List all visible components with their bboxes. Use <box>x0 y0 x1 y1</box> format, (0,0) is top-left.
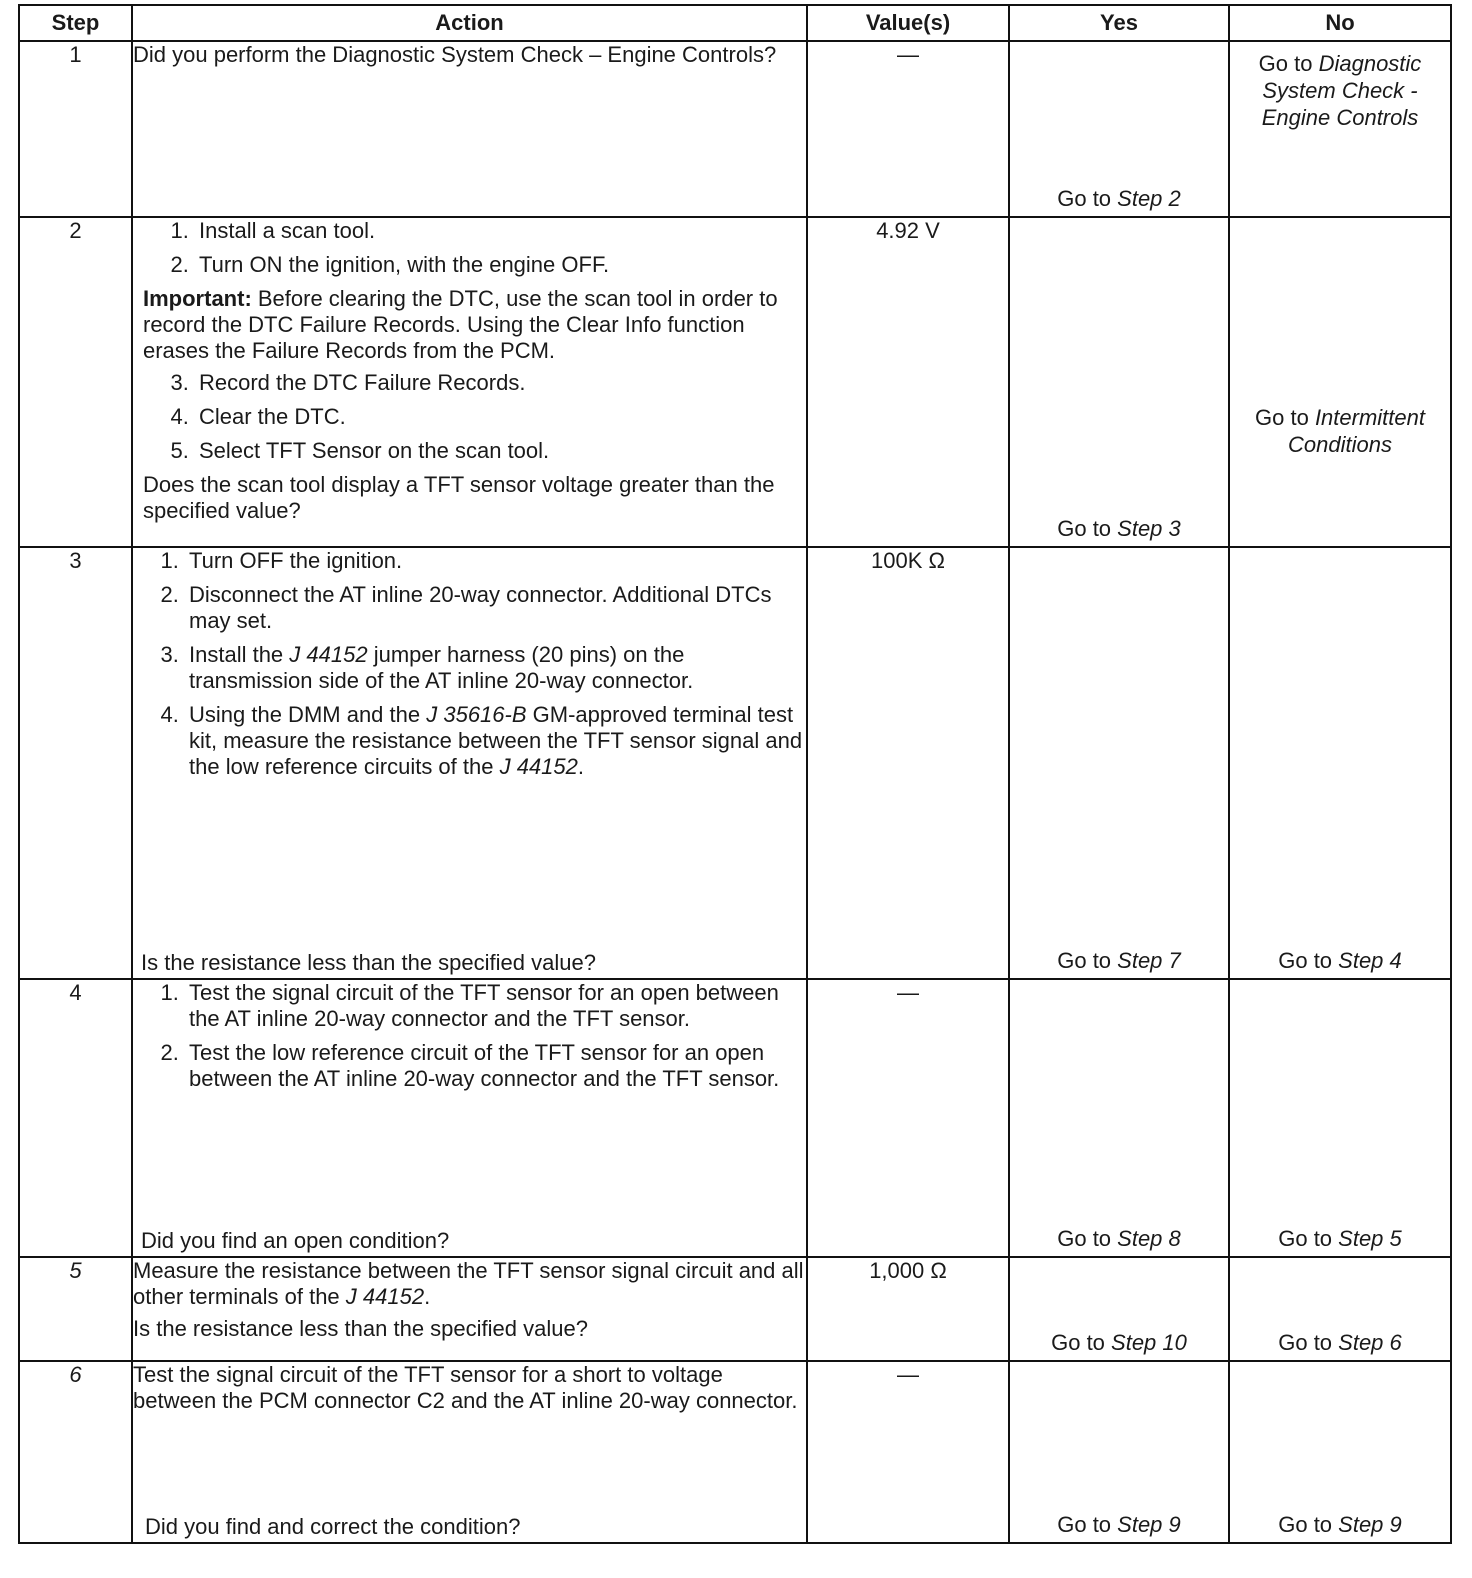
step-number: 2 <box>19 217 132 547</box>
action-cell <box>132 1361 807 1543</box>
go-to-text: Go to <box>1057 186 1118 211</box>
no-result <box>1236 404 1444 458</box>
no-cell <box>1229 41 1451 217</box>
step-reference: Step 9 <box>1338 1512 1402 1537</box>
step-reference: Step 5 <box>1338 1226 1402 1251</box>
table-row <box>19 547 1451 979</box>
go-to-text: Go to <box>1278 1226 1339 1251</box>
item-text: GM-approved terminal test kit, measure the resistance between the TFT sensor signal and the low reference circuits of the <box>189 702 803 779</box>
yes-result <box>1010 1512 1228 1538</box>
step-reference: Step 4 <box>1338 948 1402 973</box>
action-cell <box>132 1257 807 1361</box>
yes-result <box>1010 516 1228 542</box>
table-row <box>19 979 1451 1257</box>
action-question: Does the scan tool display a TFT sensor voltage greater than the specified value? <box>143 472 775 523</box>
action-cell <box>132 979 807 1257</box>
tool-reference: J 35616-B <box>426 702 527 727</box>
go-to-text: Go to <box>1057 948 1118 973</box>
step-reference: Step 8 <box>1117 1226 1181 1251</box>
step-reference: Step 7 <box>1117 948 1181 973</box>
action-item: 4. Clear the DTC. <box>195 404 806 430</box>
no-cell <box>1229 217 1451 547</box>
step-reference: Step 9 <box>1117 1512 1181 1537</box>
action-question: Did you find and correct the condition? <box>145 1514 521 1539</box>
step-number: 3 <box>19 547 132 979</box>
no-result <box>1230 948 1450 974</box>
table-row <box>19 217 1451 547</box>
yes-cell <box>1009 979 1229 1257</box>
header-no: No <box>1229 5 1451 41</box>
yes-result <box>1010 1226 1228 1252</box>
go-to-text: Go to <box>1057 1512 1118 1537</box>
action-item <box>185 702 806 780</box>
step-reference: Step 2 <box>1117 186 1181 211</box>
action-list <box>143 370 806 464</box>
table-row <box>19 1361 1451 1543</box>
go-to-text: Go to <box>1051 1330 1112 1355</box>
header-step: Step <box>19 5 132 41</box>
no-result <box>1230 1226 1450 1252</box>
no-cell <box>1229 1257 1451 1361</box>
action-item: 5. Select TFT Sensor on the scan tool. <box>195 438 806 464</box>
diagnostic-table <box>18 4 1452 1544</box>
yes-cell <box>1009 1361 1229 1543</box>
action-cell <box>132 547 807 979</box>
value-cell: — <box>807 41 1009 217</box>
tool-reference: J 44152 <box>345 1284 425 1309</box>
important-label: Important: <box>143 286 252 311</box>
go-to-text: Go to <box>1278 1330 1339 1355</box>
no-result <box>1230 1512 1450 1538</box>
yes-result <box>1010 948 1228 974</box>
item-text: Measure the resistance between the TFT sensor signal circuit and all other terminals of the <box>133 1258 804 1309</box>
item-text: Install the <box>189 642 290 667</box>
action-list <box>133 980 806 1092</box>
step-number: 1 <box>19 41 132 217</box>
item-text: jumper harness (20 pins) on the transmission side of the AT inline 20-way connector. <box>189 642 694 693</box>
no-result <box>1236 50 1444 131</box>
header-yes: Yes <box>1009 5 1229 41</box>
step-reference: Step 10 <box>1111 1330 1187 1355</box>
step-number: 6 <box>19 1361 132 1543</box>
go-to-text: Go to <box>1057 516 1118 541</box>
table-row <box>19 41 1451 217</box>
no-result <box>1230 1330 1450 1356</box>
header-values: Value(s) <box>807 5 1009 41</box>
action-item: 1. Turn OFF the ignition. <box>185 548 806 574</box>
action-list <box>143 218 806 278</box>
action-text: Test the signal circuit of the TFT sensor for a short to voltage between the PCM connector C2 and the AT inline 20-way connector. <box>133 1362 798 1413</box>
step-number: 4 <box>19 979 132 1257</box>
yes-result <box>1010 186 1228 212</box>
action-question: Is the resistance less than the specified value? <box>141 950 596 975</box>
action-item: 2. Disconnect the AT inline 20-way connector. Additional DTCs may set. <box>185 582 806 634</box>
table-header-row <box>19 5 1451 41</box>
action-item: 2. Turn ON the ignition, with the engine OFF. <box>195 252 806 278</box>
important-text: Before clearing the DTC, use the scan tool in order to record the DTC Failure Records. Using the Clear Info function erases the Failure Records from the PCM. <box>143 286 778 363</box>
action-question: Did you find an open condition? <box>141 1228 450 1253</box>
tool-reference: J 44152 <box>499 754 578 779</box>
action-list <box>133 548 806 780</box>
step-reference: Step 6 <box>1338 1330 1402 1355</box>
header-action: Action <box>132 5 807 41</box>
go-to-text: Go to <box>1057 1226 1118 1251</box>
yes-cell <box>1009 547 1229 979</box>
value-cell: 100K Ω <box>807 547 1009 979</box>
yes-cell <box>1009 1257 1229 1361</box>
action-question: Did you perform the Diagnostic System Check – Engine Controls? <box>133 42 777 67</box>
value-cell: — <box>807 979 1009 1257</box>
value-cell: — <box>807 1361 1009 1543</box>
no-cell <box>1229 547 1451 979</box>
go-to-text: Go to <box>1255 405 1315 430</box>
yes-cell <box>1009 217 1229 547</box>
item-text: Using the DMM and the <box>189 702 427 727</box>
step-reference: Step 3 <box>1117 516 1181 541</box>
no-cell <box>1229 979 1451 1257</box>
table-row <box>19 1257 1451 1361</box>
tool-reference: J 44152 <box>289 642 368 667</box>
action-cell <box>132 41 807 217</box>
go-to-text: Go to <box>1278 1512 1339 1537</box>
yes-result <box>1010 1330 1228 1356</box>
item-text: . <box>424 1284 431 1309</box>
go-to-text: Go to <box>1278 948 1339 973</box>
value-cell: 1,000 Ω <box>807 1257 1009 1361</box>
action-cell <box>132 217 807 547</box>
item-text: . <box>577 754 585 779</box>
no-cell <box>1229 1361 1451 1543</box>
action-item: 1. Test the signal circuit of the TFT sensor for an open between the AT inline 20-way connector and the TFT sensor. <box>185 980 806 1032</box>
go-to-text: Go to <box>1258 51 1319 76</box>
action-item: 2. Test the low reference circuit of the TFT sensor for an open between the AT inline 20-way connector and the TFT sensor. <box>185 1040 806 1092</box>
procedure-reference: Diagnostic System Check - Engine Controls <box>1261 51 1422 130</box>
value-cell: 4.92 V <box>807 217 1009 547</box>
action-text <box>133 1258 806 1310</box>
action-item: 1. Install a scan tool. <box>195 218 806 244</box>
action-question: Is the resistance less than the specified value? <box>133 1316 588 1341</box>
action-item: 3. Record the DTC Failure Records. <box>195 370 806 396</box>
action-item <box>185 642 806 694</box>
step-number: 5 <box>19 1257 132 1361</box>
diagnostic-table-page <box>18 4 1450 1544</box>
procedure-reference: Intermittent Conditions <box>1288 405 1425 457</box>
important-note <box>143 286 806 364</box>
yes-cell <box>1009 41 1229 217</box>
